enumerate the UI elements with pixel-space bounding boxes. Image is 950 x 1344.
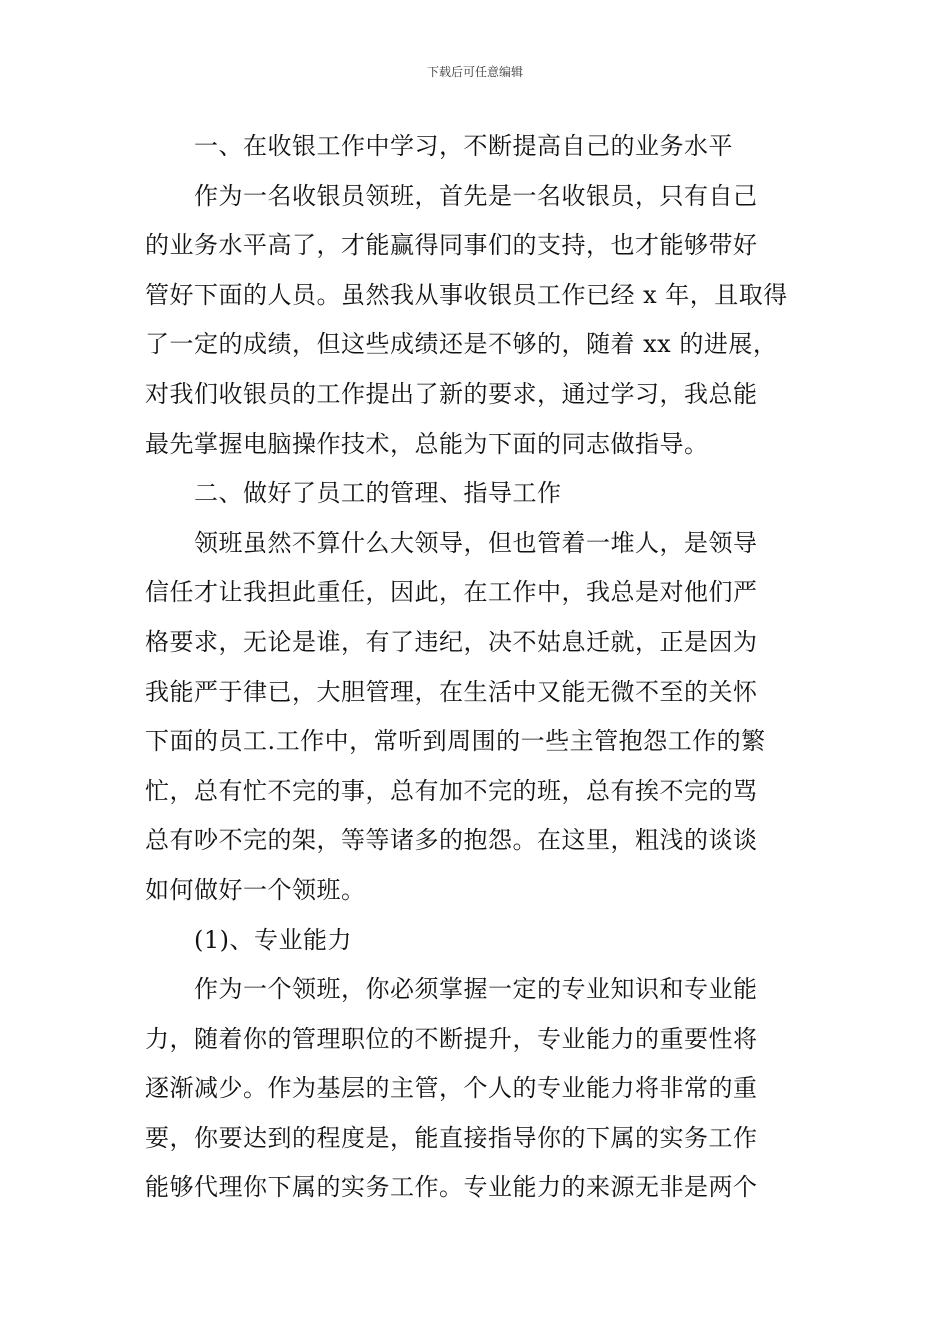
paragraph-line: 作为一名收银员领班，首先是一名收银员，只有自己 bbox=[194, 181, 758, 210]
paragraph-line: 我能严于律已，大胆管理，在生活中又能无微不至的关怀 bbox=[145, 677, 758, 706]
paragraph-line: 最先掌握电脑操作技术，总能为下面的同志做指导。 bbox=[145, 429, 709, 458]
document-body bbox=[145, 122, 805, 1213]
paragraph-line: 总有吵不完的架，等等诸多的抱怨。在这里，粗浅的谈谈 bbox=[145, 826, 758, 855]
paragraph-line: 逐渐减少。作为基层的主管，个人的专业能力将非常的重 bbox=[145, 1074, 758, 1103]
paragraph-line: 能够代理你下属的实务工作。专业能力的来源无非是两个 bbox=[145, 1173, 758, 1202]
paragraph-line: 信任才让我担此重任，因此，在工作中，我总是对他们严 bbox=[145, 578, 758, 607]
paragraph-line: 忙，总有忙不完的事，总有加不完的班，总有挨不完的骂 bbox=[145, 776, 758, 805]
section-heading-1: 一、在收银工作中学习，不断提高自己的业务水平 bbox=[194, 132, 733, 160]
paragraph-line: 下面的员工.工作中，常听到周围的一些主管抱怨工作的繁 bbox=[145, 727, 766, 756]
paragraph-line: 的业务水平高了，才能赢得同事们的支持，也才能够带好 bbox=[145, 231, 758, 260]
subsection-heading: (1)、专业能力 bbox=[194, 925, 352, 954]
paragraph-line: 对我们收银员的工作提出了新的要求，通过学习，我总能 bbox=[145, 379, 758, 408]
page-header: 下载后可任意编辑 bbox=[426, 65, 523, 79]
paragraph-line: 作为一个领班，你必须掌握一定的专业知识和专业能 bbox=[194, 975, 758, 1004]
paragraph-line: 要，你要达到的程度是，能直接指导你的下属的实务工作 bbox=[145, 1123, 758, 1152]
paragraph-line: 力，随着你的管理职位的不断提升，专业能力的重要性将 bbox=[145, 1024, 758, 1053]
section-heading-2: 二、做好了员工的管理、指导工作 bbox=[194, 479, 562, 508]
paragraph-line: 如何做好一个领班。 bbox=[145, 875, 366, 904]
paragraph-line: 领班虽然不算什么大领导，但也管着一堆人，是领导 bbox=[194, 528, 758, 557]
paragraph-line: 了一定的成绩，但这些成绩还是不够的，随着 xx 的进展， bbox=[145, 330, 778, 359]
paragraph-line: 格要求，无论是谁，有了违纪，决不姑息迁就，正是因为 bbox=[145, 627, 758, 656]
paragraph-line: 管好下面的人员。虽然我从事收银员工作已经 x 年，且取得 bbox=[145, 280, 788, 309]
